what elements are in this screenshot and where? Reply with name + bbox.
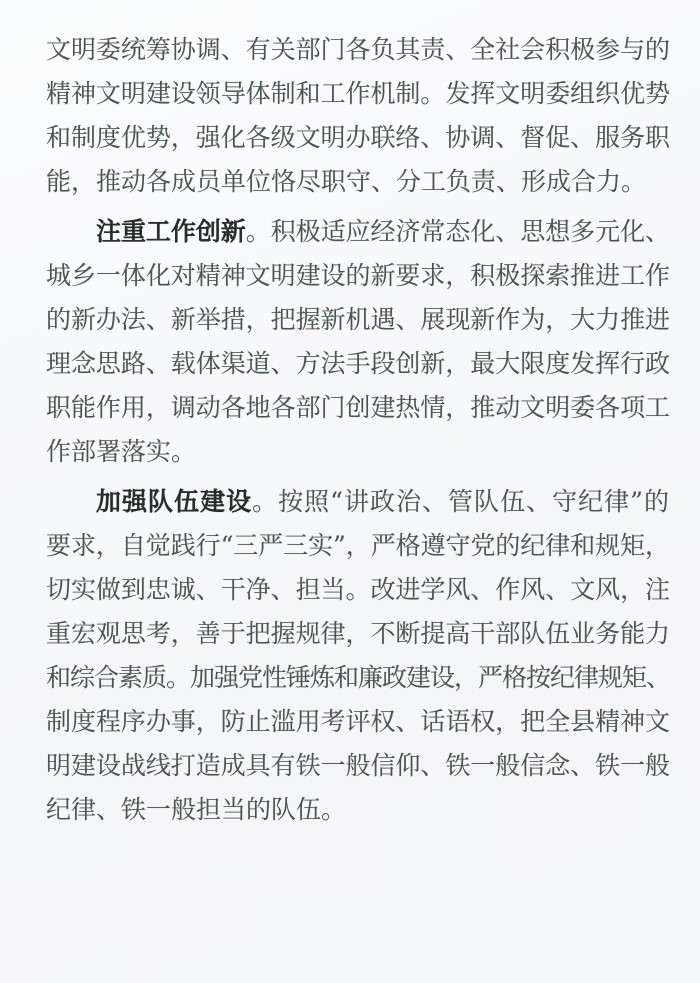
- text-line: [46, 612, 670, 656]
- text-line: [46, 568, 670, 612]
- text-run: 制度程序办事，防止滥用考评权、话语权，把全县精神文: [46, 707, 670, 736]
- text-line-content: [46, 663, 670, 692]
- text-run: 的新办法、新举措，把握新机遇、展现新作为，大力推进: [46, 305, 670, 334]
- text-line: [46, 116, 670, 160]
- text-line-content: [46, 261, 670, 290]
- text-line: [46, 342, 670, 386]
- text-line: [46, 386, 670, 430]
- text-line: [46, 700, 670, 744]
- text-run: 。按照“讲政治、管队伍、守纪律”的: [252, 487, 670, 516]
- text-line: [46, 430, 670, 474]
- text-line-content: [46, 531, 670, 560]
- text-line-content: [46, 393, 670, 422]
- text-line: [46, 744, 670, 788]
- text-line-content: [96, 217, 670, 246]
- text-line-content: [46, 707, 670, 736]
- text-run: 城乡一体化对精神文明建设的新要求，积极探索推进工作: [46, 261, 670, 290]
- text-line: [46, 28, 670, 72]
- text-line: [46, 72, 670, 116]
- text-run: 和制度优势，强化各级文明办联络、协调、督促、服务职: [46, 123, 670, 152]
- text-run: 。积极适应经济常态化、思想多元化、: [245, 217, 670, 246]
- text-line-content: [46, 619, 670, 648]
- text-run: 纪律、铁一般担当的队伍。: [46, 795, 347, 824]
- text-line-content: [46, 167, 646, 196]
- text-line-content: [46, 795, 346, 824]
- text-line-content: [46, 123, 670, 152]
- text-line-content: [46, 349, 670, 378]
- text-run: 文明委统筹协调、有关部门各负其责、全社会积极参与的: [46, 35, 670, 64]
- text-run: 和综合素质。加强党性锤炼和廉政建设，严格按纪律规矩、: [46, 663, 670, 692]
- document-body: [46, 28, 670, 832]
- text-line-content: [96, 487, 670, 516]
- paragraph-lead: 加强队伍建设: [96, 487, 253, 516]
- text-line-content: [46, 305, 670, 334]
- text-run: 作部署落实。: [46, 437, 197, 466]
- text-line: [46, 210, 670, 254]
- text-line-content: [46, 575, 670, 604]
- text-run: 理念思路、载体渠道、方法手段创新，最大限度发挥行政: [46, 349, 670, 378]
- text-line: [46, 298, 670, 342]
- text-line-content: [46, 79, 670, 108]
- text-run: 精神文明建设领导体制和工作机制。发挥文明委组织优势: [46, 79, 670, 108]
- text-run: 职能作用，调动各地各部门创建热情，推动文明委各项工: [46, 393, 670, 422]
- text-run: 重宏观思考，善于把握规律，不断提高干部队伍业务能力: [46, 619, 670, 648]
- text-line: [46, 480, 670, 524]
- text-run: 要求，自觉践行“三严三实”，严格遵守党的纪律和规矩，: [46, 531, 670, 560]
- text-line: [46, 788, 670, 832]
- text-line-content: [46, 35, 670, 64]
- text-line: [46, 524, 670, 568]
- text-line: [46, 656, 670, 700]
- paragraph-lead: 注重工作创新: [96, 217, 246, 246]
- text-line: [46, 160, 670, 204]
- text-run: 明建设战线打造成具有铁一般信仰、铁一般信念、铁一般: [46, 751, 670, 780]
- text-run: 能，推动各成员单位恪尽职守、分工负责、形成合力。: [46, 167, 647, 196]
- text-run: 切实做到忠诚、干净、担当。改进学风、作风、文风，注: [46, 575, 670, 604]
- text-line-content: [46, 751, 670, 780]
- text-line-content: [46, 437, 196, 466]
- text-line: [46, 254, 670, 298]
